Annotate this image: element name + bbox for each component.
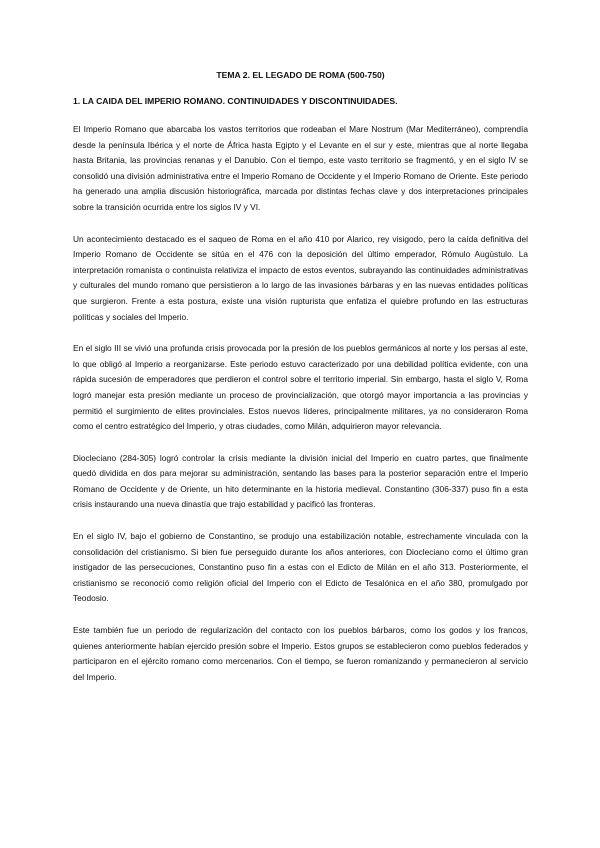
paragraph-2: Un acontecimiento destacado es el saqueo de Roma en el año 410 por Alarico, rey visigodo, pero la caída definitiva del Imperio Romano de Occidente se sitúa en el 476 con la deposición del último emperador, Rómulo Augústulo. La interpretación romanista o continuista relativiza el impacto de estos eventos, subrayando las continuidades administrativas y culturales del mundo romano que persistieron a lo largo de las invasiones bárbaras y en las nuevas entidades políticas que surgieron. Frente a esta postura, existe una visión rupturista que enfatiza el quiebre profundo en las estructuras políticas y sociales del Imperio.	[73, 233, 528, 322]
paragraph-4: Diocleciano (284-305) logró controlar la crisis mediante la división inicial del Imperio en cuatro partes, que finalmente quedó dividida en dos para mejorar su administración, sentando las bases para la posterior separación entre el Imperio Romano de Occidente y de Oriente, un hito determinante en la historia medieval. Constantino (306-337) puso fin a esta crisis instaurando una nueva dinastía que trajo estabilidad y pacificó las fronteras.	[73, 452, 528, 510]
document-title: TEMA 2. EL LEGADO DE ROMA (500-750)	[216, 70, 385, 80]
paragraph-1: El Imperio Romano que abarcaba los vastos territorios que rodeaban el Mare Nostrum (Mar Mediterráneo), comprendía desde la península Ibérica y el norte de África hasta Egipto y el Levante en el sur y este, mientras que al norte llegaba hasta Britania, las provincias renanas y el Danubio. Con el tiempo, este vasto territorio se fragmentó, y en el siglo IV se consolidó una división administrativa entre el Imperio Romano de Occidente y el Imperio Romano de Oriente. Este periodo ha generado una amplia discusión historiográfica, marcada por distintas fechas clave y dos interpretaciones principales sobre la transición ocurrida entre los siglos IV y VI.	[73, 124, 528, 212]
paragraph-6: Este también fue un periodo de regularización del contacto con los pueblos bárbaros, como los godos y los francos, quienes anteriormente habían ejercido presión sobre el Imperio. Estos grupos se establecieron como pueblos federados y participaron en el ejército romano como mercenarios. Con el tiempo, se fueron romanizando y permanecieron al servicio del Imperio.	[73, 625, 528, 682]
document-page	[73, 70, 528, 701]
section-heading: 1. LA CAIDA DEL IMPERIO ROMANO. CONTINUIDADES Y DISCONTINUIDADES.	[73, 96, 398, 106]
paragraph-3: En el siglo III se vivió una profunda crisis provocada por la presión de los pueblos germánicos al norte y los persas al este, lo que obligó al Imperio a reorganizarse. Este periodo estuvo caracterizado por una debilidad política evidente, con una rápida sucesión de emperadores que perdieron el control sobre el territorio imperial. Sin embargo, hasta el siglo V, Roma logró manejar esta presión mediante un proceso de provincialización, que otorgó mayor importancia a las provincias y permitió el surgimiento de elites provinciales. Estos nuevos líderes, principalmente militares, ya no consideraron Roma como el centro estratégico del Imperio, y otras ciudades, como Milán, adquirieron mayor relevancia.	[73, 343, 528, 432]
paragraph-5: En el siglo IV, bajo el gobierno de Constantino, se produjo una estabilización notable, estrechamente vinculada con la consolidación del cristianismo. Si bien fue perseguido durante los años anteriores, con Diocleciano como el último gran instigador de las persecuciones, Constantino puso fin a estas con el Edicto de Milán en el año 313. Posteriormente, el cristianismo se reconoció como religión oficial del Imperio con el Edicto de Tesalónica en el año 380, promulgado por Teodosio.	[73, 531, 528, 604]
